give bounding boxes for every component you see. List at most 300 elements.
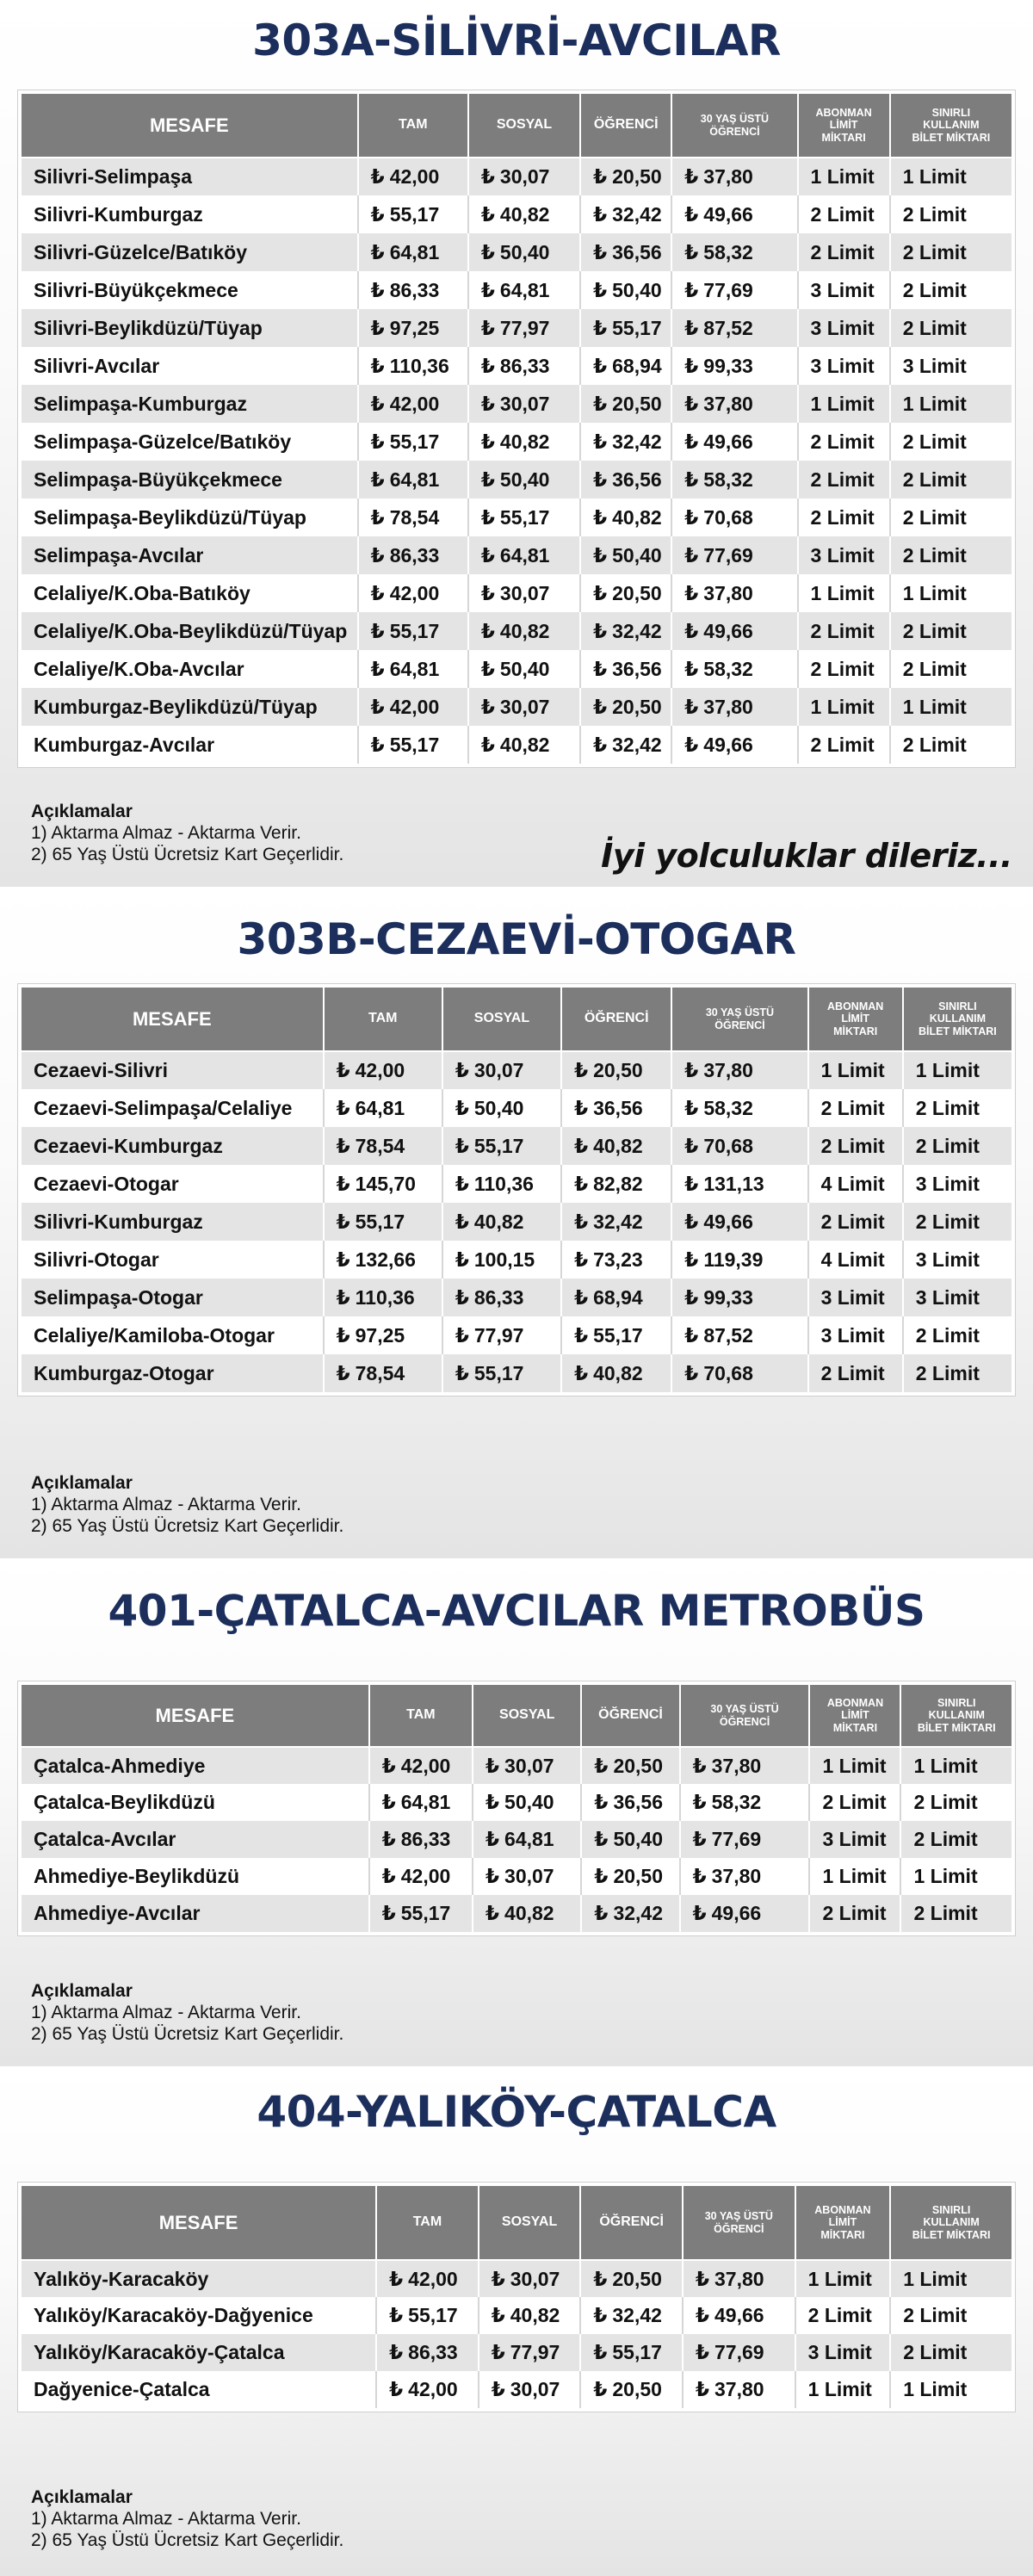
col-header-sinirli: SINIRLI KULLANIM BİLET MİKTARI	[903, 988, 1011, 1051]
table-row	[22, 1165, 1011, 1203]
fare-value: 49,66	[703, 202, 753, 226]
lira-icon: ₺	[684, 695, 699, 718]
col-header-sinirli: SINIRLI KULLANIM BİLET MİKTARI	[890, 2186, 1011, 2260]
fare-value: 86,33	[499, 354, 550, 377]
fare-cell	[468, 612, 580, 650]
fare-cell	[671, 233, 797, 271]
lira-icon: ₺	[480, 202, 495, 226]
abonman-limit-cell: 2 Limit	[808, 1127, 903, 1165]
table-row	[22, 2371, 1011, 2408]
fare-cell	[671, 726, 797, 764]
fare-cell	[369, 1895, 473, 1932]
lira-icon: ₺	[593, 695, 608, 718]
fare-value: 110,36	[473, 1172, 534, 1195]
route-name: Selimpaşa-Güzelce/Batıköy	[22, 423, 358, 461]
lira-icon: ₺	[480, 278, 495, 301]
sinirli-limit-cell: 2 Limit	[890, 498, 1011, 536]
lira-icon: ₺	[695, 2378, 709, 2400]
notes-line-1: 1) Aktarma Almaz - Aktarma Verir.	[31, 2509, 301, 2529]
fare-value: 30,07	[504, 1865, 554, 1887]
lira-icon: ₺	[684, 1323, 699, 1347]
route-name: Ahmediye-Beylikdüzü	[22, 1858, 369, 1895]
fare-cell	[671, 1127, 807, 1165]
fare-cell	[581, 1858, 679, 1895]
sinirli-limit-cell: 2 Limit	[890, 536, 1011, 574]
col-header-30-yas: 30 YAŞ ÜSTÜ ÖĞRENCİ	[680, 1685, 810, 1747]
lira-icon: ₺	[370, 430, 385, 453]
fare-cell	[580, 233, 671, 271]
lira-icon: ₺	[455, 1361, 469, 1384]
fare-cell	[671, 385, 797, 423]
lira-icon: ₺	[455, 1172, 469, 1195]
table-row	[22, 1821, 1011, 1858]
notes-line-1: 1) Aktarma Almaz - Aktarma Verir.	[31, 2003, 301, 2022]
sinirli-limit-cell: 2 Limit	[903, 1316, 1011, 1354]
fare-value: 110,36	[389, 354, 449, 377]
fare-value: 50,40	[613, 1828, 663, 1850]
route-name: Dağyenice-Çatalca	[22, 2371, 376, 2408]
lira-icon: ₺	[593, 543, 608, 567]
fare-value: 42,00	[400, 1865, 451, 1887]
fare-cell	[580, 195, 671, 233]
fare-cell	[561, 1316, 671, 1354]
fare-cell	[442, 1165, 561, 1203]
fare-value: 73,23	[593, 1248, 643, 1271]
col-header-ogrenci: ÖĞRENCİ	[561, 988, 671, 1051]
abonman-limit-cell: 3 Limit	[795, 2334, 891, 2371]
fare-value: 42,00	[400, 1754, 451, 1777]
abonman-limit-cell: 2 Limit	[798, 612, 890, 650]
fare-cell	[442, 1279, 561, 1316]
lira-icon: ₺	[593, 2267, 608, 2290]
route-name: Silivri-Beylikdüzü/Tüyap	[22, 309, 358, 347]
lira-icon: ₺	[593, 581, 608, 604]
fare-value: 49,66	[703, 733, 753, 756]
fare-cell	[580, 347, 671, 385]
fare-cell	[580, 423, 671, 461]
lira-icon: ₺	[593, 202, 608, 226]
fare-cell	[671, 1051, 807, 1089]
fare-value: 145,70	[355, 1172, 416, 1195]
fare-cell	[561, 1279, 671, 1316]
lira-icon: ₺	[370, 354, 385, 377]
fare-value: 36,56	[612, 468, 662, 491]
route-name: Silivri-Kumburgaz	[22, 195, 358, 233]
sinirli-limit-cell: 1 Limit	[900, 1858, 1011, 1895]
sinirli-limit-cell: 1 Limit	[890, 574, 1011, 612]
table-row	[22, 574, 1011, 612]
fare-value: 42,00	[389, 695, 440, 718]
lira-icon: ₺	[692, 1791, 707, 1813]
fare-value: 40,82	[593, 1134, 643, 1157]
col-header-30-yas: 30 YAŞ ÜSTÜ ÖĞRENCİ	[671, 94, 797, 158]
fare-value: 50,40	[499, 657, 550, 680]
lira-icon: ₺	[455, 1285, 469, 1309]
fare-value: 36,56	[613, 1791, 663, 1813]
table-row	[22, 158, 1011, 195]
fare-cell	[580, 309, 671, 347]
lira-icon: ₺	[594, 1791, 609, 1813]
sinirli-limit-cell: 2 Limit	[890, 195, 1011, 233]
fare-value: 86,33	[473, 1285, 524, 1309]
fare-value: 55,17	[389, 202, 440, 226]
fare-cell	[369, 1747, 473, 1784]
col-header-abonman: ABONMAN LİMİT MİKTARI	[809, 1685, 900, 1747]
fare-value: 37,80	[703, 165, 753, 188]
fare-value: 49,66	[703, 430, 753, 453]
fare-cell	[671, 423, 797, 461]
lira-icon: ₺	[593, 505, 608, 529]
notes-line-2: 2) 65 Yaş Üstü Ücretsiz Kart Geçerlidir.	[31, 1516, 344, 1536]
fare-cell	[324, 1354, 442, 1392]
fare-value: 42,00	[408, 2378, 458, 2400]
fare-cell	[468, 385, 580, 423]
lira-icon: ₺	[684, 505, 699, 529]
lira-icon: ₺	[480, 581, 495, 604]
fare-value: 70,68	[703, 505, 753, 529]
fare-value: 50,40	[473, 1096, 524, 1119]
fare-value: 77,69	[714, 2341, 764, 2363]
lira-icon: ₺	[684, 1210, 699, 1233]
abonman-limit-cell: 3 Limit	[798, 271, 890, 309]
lira-icon: ₺	[692, 1828, 707, 1850]
notes-heading: Açıklamalar	[31, 2487, 133, 2507]
lira-icon: ₺	[593, 165, 608, 188]
lira-icon: ₺	[684, 165, 699, 188]
table-row	[22, 271, 1011, 309]
col-header-30-yas: 30 YAŞ ÜSTÜ ÖĞRENCİ	[671, 988, 807, 1051]
fare-cell	[358, 612, 468, 650]
fare-cell	[561, 1354, 671, 1392]
fare-value: 40,82	[510, 2304, 560, 2326]
lira-icon: ₺	[336, 1134, 350, 1157]
lira-icon: ₺	[389, 2267, 404, 2290]
notes	[31, 801, 343, 865]
fare-value: 50,40	[612, 278, 662, 301]
route-name: Yalıköy/Karacaköy-Dağyenice	[22, 2297, 376, 2334]
fare-value: 49,66	[714, 2304, 764, 2326]
lira-icon: ₺	[455, 1210, 469, 1233]
fare-cell	[680, 1895, 810, 1932]
fare-cell	[358, 461, 468, 498]
fare-cell	[358, 498, 468, 536]
fare-cell	[376, 2334, 479, 2371]
fare-value: 64,81	[355, 1096, 405, 1119]
fare-value: 20,50	[612, 392, 662, 415]
fare-value: 64,81	[499, 278, 550, 301]
fare-cell	[671, 650, 797, 688]
fare-value: 50,40	[499, 240, 550, 263]
fare-value: 64,81	[389, 657, 440, 680]
fare-value: 40,82	[473, 1210, 524, 1233]
sinirli-limit-cell: 2 Limit	[903, 1354, 1011, 1392]
fare-value: 37,80	[703, 392, 753, 415]
lira-icon: ₺	[455, 1323, 469, 1347]
fare-cell	[358, 347, 468, 385]
fare-cell	[473, 1821, 581, 1858]
route-name: Silivri-Selimpaşa	[22, 158, 358, 195]
fare-value: 36,56	[612, 657, 662, 680]
lira-icon: ₺	[684, 733, 699, 756]
notes	[31, 1472, 343, 1537]
lira-icon: ₺	[389, 2378, 404, 2400]
fare-cell	[671, 688, 797, 726]
lira-icon: ₺	[480, 316, 495, 339]
lira-icon: ₺	[370, 202, 385, 226]
table-row	[22, 650, 1011, 688]
col-header-sinirli: SINIRLI KULLANIM BİLET MİKTARI	[890, 94, 1011, 158]
abonman-limit-cell: 3 Limit	[809, 1821, 900, 1858]
fare-cell	[581, 1821, 679, 1858]
route-name: Selimpaşa-Avcılar	[22, 536, 358, 574]
lira-icon: ₺	[336, 1210, 350, 1233]
lira-icon: ₺	[491, 2378, 505, 2400]
sinirli-limit-cell: 2 Limit	[903, 1203, 1011, 1241]
fare-cell	[671, 1354, 807, 1392]
lira-icon: ₺	[574, 1134, 589, 1157]
fare-value: 99,33	[703, 1285, 753, 1309]
lira-icon: ₺	[692, 1754, 707, 1777]
table-row	[22, 1858, 1011, 1895]
col-header-abonman: ABONMAN LİMİT MİKTARI	[795, 2186, 891, 2260]
sinirli-limit-cell: 1 Limit	[890, 688, 1011, 726]
section-401	[0, 1558, 1033, 2066]
sinirli-limit-cell: 2 Limit	[900, 1821, 1011, 1858]
fare-value: 64,81	[389, 240, 440, 263]
lira-icon: ₺	[336, 1361, 350, 1384]
fare-cell	[580, 2260, 683, 2297]
lira-icon: ₺	[480, 165, 495, 188]
lira-icon: ₺	[480, 505, 495, 529]
fare-value: 30,07	[499, 581, 550, 604]
lira-icon: ₺	[684, 278, 699, 301]
sinirli-limit-cell: 3 Limit	[903, 1279, 1011, 1316]
sinirli-limit-cell: 1 Limit	[890, 2260, 1011, 2297]
fare-value: 70,68	[703, 1361, 753, 1384]
route-name: Çatalca-Avcılar	[22, 1821, 369, 1858]
col-header-tam: TAM	[324, 988, 442, 1051]
fare-value: 77,97	[473, 1323, 524, 1347]
fare-cell	[442, 1127, 561, 1165]
fare-cell	[581, 1895, 679, 1932]
notes-line-2: 2) 65 Yaş Üstü Ücretsiz Kart Geçerlidir.	[31, 2024, 344, 2044]
fare-value: 55,17	[612, 2341, 662, 2363]
section-404	[0, 2066, 1033, 2576]
fare-value: 55,17	[593, 1323, 643, 1347]
fare-value: 77,69	[703, 278, 753, 301]
route-name: Celaliye/Kamiloba-Otogar	[22, 1316, 324, 1354]
lira-icon: ₺	[684, 1096, 699, 1119]
fare-value: 42,00	[389, 165, 440, 188]
fare-value: 36,56	[593, 1096, 643, 1119]
sinirli-limit-cell: 2 Limit	[890, 726, 1011, 764]
fare-value: 32,42	[612, 202, 662, 226]
fare-cell	[468, 195, 580, 233]
table-row	[22, 347, 1011, 385]
abonman-limit-cell: 3 Limit	[808, 1279, 903, 1316]
table-row	[22, 1241, 1011, 1279]
table-row	[22, 536, 1011, 574]
fare-cell	[581, 1747, 679, 1784]
fare-cell	[468, 536, 580, 574]
fare-value: 40,82	[499, 202, 550, 226]
fare-value: 36,56	[612, 240, 662, 263]
sinirli-limit-cell: 3 Limit	[890, 347, 1011, 385]
fare-value: 100,15	[473, 1248, 535, 1271]
abonman-limit-cell: 2 Limit	[798, 498, 890, 536]
fare-cell	[671, 195, 797, 233]
col-header-mesafe: MESAFE	[22, 94, 358, 158]
fare-value: 49,66	[703, 619, 753, 642]
fare-cell	[671, 536, 797, 574]
fare-value: 99,33	[703, 354, 753, 377]
lira-icon: ₺	[455, 1134, 469, 1157]
lira-icon: ₺	[684, 354, 699, 377]
lira-icon: ₺	[593, 619, 608, 642]
notes-line-1: 1) Aktarma Almaz - Aktarma Verir.	[31, 1495, 301, 1514]
fare-value: 32,42	[612, 619, 662, 642]
lira-icon: ₺	[574, 1096, 589, 1119]
fare-cell	[671, 498, 797, 536]
fare-value: 30,07	[510, 2378, 560, 2400]
fare-value: 37,80	[711, 1865, 762, 1887]
lira-icon: ₺	[370, 543, 385, 567]
fare-cell	[561, 1165, 671, 1203]
lira-icon: ₺	[594, 1828, 609, 1850]
lira-icon: ₺	[370, 392, 385, 415]
route-name: Cezaevi-Kumburgaz	[22, 1127, 324, 1165]
fare-cell	[473, 1858, 581, 1895]
fare-value: 42,00	[355, 1059, 405, 1081]
lira-icon: ₺	[336, 1096, 350, 1119]
table-row	[22, 2297, 1011, 2334]
table-row	[22, 1354, 1011, 1392]
abonman-limit-cell: 1 Limit	[798, 385, 890, 423]
fare-cell	[561, 1089, 671, 1127]
fare-cell	[671, 271, 797, 309]
lira-icon: ₺	[684, 392, 699, 415]
lira-icon: ₺	[684, 430, 699, 453]
table-row	[22, 1089, 1011, 1127]
lira-icon: ₺	[480, 733, 495, 756]
fare-value: 58,32	[703, 657, 753, 680]
lira-icon: ₺	[381, 1754, 396, 1777]
fare-value: 30,07	[504, 1754, 554, 1777]
table-row	[22, 1051, 1011, 1089]
fare-cell	[671, 347, 797, 385]
fare-value: 86,33	[389, 543, 440, 567]
fare-value: 132,66	[355, 1248, 416, 1271]
lira-icon: ₺	[370, 505, 385, 529]
fare-value: 32,42	[593, 1210, 643, 1233]
fare-cell	[561, 1241, 671, 1279]
lira-icon: ₺	[480, 354, 495, 377]
fare-cell	[442, 1089, 561, 1127]
route-name: Kumburgaz-Beylikdüzü/Tüyap	[22, 688, 358, 726]
fare-value: 30,07	[499, 695, 550, 718]
lira-icon: ₺	[593, 2341, 608, 2363]
lira-icon: ₺	[684, 581, 699, 604]
fare-value: 42,00	[389, 581, 440, 604]
table-row	[22, 1895, 1011, 1932]
fare-value: 86,33	[389, 278, 440, 301]
fare-value: 40,82	[499, 733, 550, 756]
fare-cell	[580, 650, 671, 688]
fare-cell	[376, 2297, 479, 2334]
table-row	[22, 2260, 1011, 2297]
route-name: Selimpaşa-Beylikdüzü/Tüyap	[22, 498, 358, 536]
fare-value: 58,32	[703, 468, 753, 491]
fare-cell	[683, 2297, 795, 2334]
lira-icon: ₺	[574, 1248, 589, 1271]
abonman-limit-cell: 2 Limit	[795, 2297, 891, 2334]
col-header-tam: TAM	[376, 2186, 479, 2260]
lira-icon: ₺	[381, 1865, 396, 1887]
abonman-limit-cell: 3 Limit	[798, 309, 890, 347]
route-name: Celaliye/K.Oba-Beylikdüzü/Tüyap	[22, 612, 358, 650]
fare-cell	[324, 1203, 442, 1241]
fare-cell	[358, 385, 468, 423]
fare-cell	[671, 1241, 807, 1279]
lira-icon: ₺	[684, 316, 699, 339]
fare-value: 37,80	[703, 695, 753, 718]
section-303b	[0, 887, 1033, 1558]
fare-value: 40,82	[504, 1902, 554, 1924]
fare-value: 55,17	[389, 619, 440, 642]
route-name: Silivri-Avcılar	[22, 347, 358, 385]
fare-cell	[580, 2297, 683, 2334]
notes-line-1: 1) Aktarma Almaz - Aktarma Verir.	[31, 823, 301, 843]
fare-value: 20,50	[612, 165, 662, 188]
fare-cell	[468, 158, 580, 195]
col-header-sosyal: SOSYAL	[468, 94, 580, 158]
lira-icon: ₺	[480, 468, 495, 491]
abonman-limit-cell: 2 Limit	[809, 1784, 900, 1821]
fare-table	[17, 90, 1016, 768]
fare-value: 50,40	[612, 543, 662, 567]
col-header-mesafe: MESAFE	[22, 988, 324, 1051]
fare-value: 55,17	[473, 1134, 524, 1157]
lira-icon: ₺	[336, 1172, 350, 1195]
abonman-limit-cell: 3 Limit	[798, 536, 890, 574]
lira-icon: ₺	[684, 1248, 699, 1271]
fare-table	[17, 983, 1016, 1396]
lira-icon: ₺	[593, 354, 608, 377]
abonman-limit-cell: 4 Limit	[808, 1165, 903, 1203]
lira-icon: ₺	[594, 1902, 609, 1924]
lira-icon: ₺	[593, 2378, 608, 2400]
fare-cell	[581, 1784, 679, 1821]
lira-icon: ₺	[370, 657, 385, 680]
lira-icon: ₺	[381, 1791, 396, 1813]
fare-cell	[561, 1203, 671, 1241]
abonman-limit-cell: 2 Limit	[798, 233, 890, 271]
fare-cell	[671, 1089, 807, 1127]
lira-icon: ₺	[593, 278, 608, 301]
route-name: Silivri-Güzelce/Batıköy	[22, 233, 358, 271]
abonman-limit-cell: 1 Limit	[798, 688, 890, 726]
fare-cell	[671, 158, 797, 195]
fare-cell	[683, 2260, 795, 2297]
fare-value: 20,50	[612, 695, 662, 718]
fare-cell	[468, 650, 580, 688]
fare-cell	[358, 309, 468, 347]
sinirli-limit-cell: 1 Limit	[903, 1051, 1011, 1089]
table-row	[22, 612, 1011, 650]
fare-value: 77,69	[703, 543, 753, 567]
table-row	[22, 309, 1011, 347]
fare-cell	[324, 1279, 442, 1316]
